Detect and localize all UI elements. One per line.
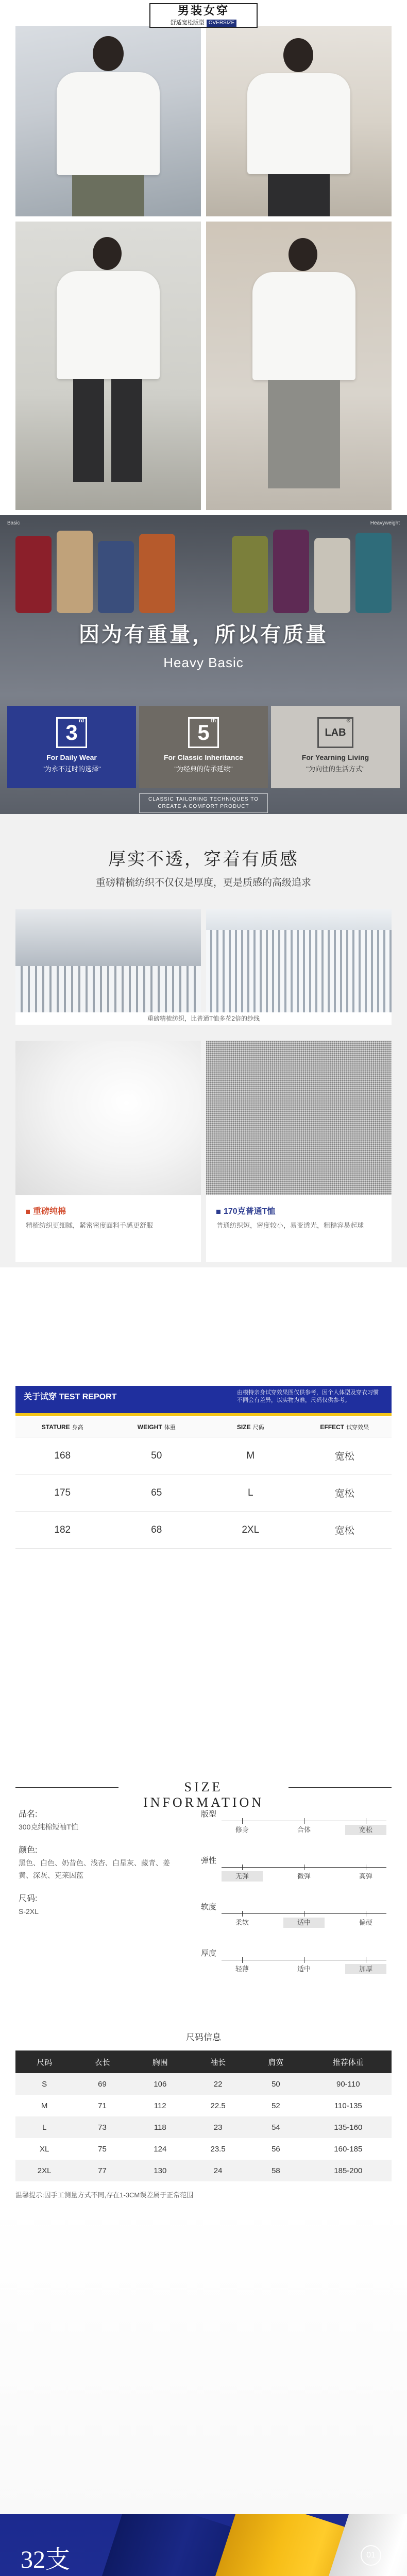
tailoring-note: CLASSIC TAILORING TECHNIQUES TO CREATE A COMFORT PRODUCT: [139, 793, 268, 813]
compare-text: 普通纺织短，密度较小，易变透光，粗糙容易起球: [216, 1222, 364, 1229]
table-row: XL 75 124 23.5 56 160-185: [39, 2144, 363, 2154]
size-information-section: [0, 1777, 407, 2514]
brand-left: Basic: [7, 520, 20, 526]
quality-section: [0, 814, 407, 1386]
count32-section: [0, 2514, 407, 2576]
lookbook-section: [0, 0, 407, 515]
feature-number: 5 th: [188, 717, 219, 748]
factory-photo-1: [15, 909, 201, 1012]
detail-value: 300克纯棉短袖T恤: [19, 1823, 78, 1831]
test-report-header: [15, 1386, 392, 1416]
test-report-section: [0, 1386, 407, 1777]
product-details: [19, 1808, 173, 1918]
feature-card-daily: [7, 706, 136, 788]
factory-photo-2: [206, 909, 392, 1012]
style-banner-subtitle: 舒适宽松版型: [170, 20, 205, 26]
measure-tip: 温馨提示:因手工测量方式不同,存在1-3CM误差属于正常范围: [15, 2191, 194, 2199]
table-header-row: 尺码 衣长 胸围 袖长 肩宽 推荐体重: [15, 2050, 392, 2073]
size-table: [15, 2050, 392, 2181]
section-number-badge: 01: [361, 2545, 381, 2566]
feature-number: LAB ®: [317, 717, 353, 748]
test-report-table: [15, 1417, 392, 1549]
compare-normal-tee: [206, 1195, 392, 1262]
feature-cn: "为经典的传承延续": [174, 765, 233, 773]
feature-number: 3 rd: [56, 717, 87, 748]
table-header-row: STATURE 身高 WEIGHT 体重 SIZE 尺码 EFFECT 试穿效果: [15, 1417, 392, 1437]
quality-title: 厚实不透，穿着有质感: [108, 850, 299, 869]
style-banner-title: 男装女穿: [177, 4, 229, 17]
heavy-basic-subtitle: Heavy Basic: [163, 655, 244, 670]
detail-value: S-2XL: [19, 1907, 39, 1916]
heavy-basic-heading: [0, 618, 407, 671]
heavy-fabric-closeup: [15, 1041, 201, 1195]
model-photo-4: [206, 222, 392, 510]
feature-card-living: [271, 706, 400, 788]
feature-cn: "为永不过时的选择": [42, 765, 101, 773]
table-row: 182 68 2XL 宽松: [15, 1512, 392, 1549]
feature-en: For Daily Wear: [46, 753, 97, 761]
detail-value: 黑色、白色、奶昔色、浅杏、白星灰、藏青、姜黄、深灰、克莱因蓝: [19, 1859, 170, 1879]
table-row: 168 50 M 宽松: [15, 1437, 392, 1475]
elasticity-meter: 弹性 无弹 微弹 高弹: [201, 1855, 392, 1894]
test-report-label: 关于试穿 TEST REPORT: [24, 1393, 117, 1401]
compare-title: 170克普通T恤: [216, 1205, 381, 1216]
yarn-caption: 重磅精梳纺织，比普通T恤多花2倍的纱线: [15, 1012, 392, 1025]
feature-cn: "为向往的生活方式": [306, 765, 365, 773]
detail-key: 颜色:: [19, 1846, 38, 1855]
test-report-note: 由模特亲身试穿效果图仅供参考，因个人体型及穿衣习惯不同会有差异，以实物为准，尺码仅供参考。: [237, 1389, 379, 1403]
table-row: L 73 118 23 54 135-160: [15, 2116, 392, 2138]
oversize-tag: OVERSIZE: [207, 20, 237, 27]
quality-subtitle: 重磅精梳纺织不仅仅是厚度，更是质感的高级追求: [95, 877, 311, 888]
size-info-title: SIZE INFORMATION: [0, 1777, 407, 1798]
model-photo-2: [206, 26, 392, 216]
fit-meter: 版型 修身 合体 宽松: [201, 1808, 392, 1848]
table-row: 175 65 L 宽松: [15, 1475, 392, 1512]
detail-key: 品名:: [19, 1810, 38, 1819]
feature-en: For Classic Inheritance: [163, 753, 244, 761]
model-photo-1: [15, 26, 201, 216]
style-banner: [149, 3, 258, 28]
table-row: 2XL 77 130 24 58 185-200: [15, 2160, 392, 2181]
thickness-meter: 厚度 轻薄 适中 加厚: [201, 1947, 392, 1987]
heavy-basic-section: [0, 515, 407, 814]
feature-en: For Yearning Living: [301, 753, 369, 761]
compare-text: 精梳纺织更细腻，紧密密度面料手感更舒服: [26, 1222, 154, 1229]
size-table-title: 尺码信息: [186, 2032, 221, 2042]
compare-heavy-cotton: [15, 1195, 201, 1262]
softness-meter: 软度 柔软 适中 偏硬: [201, 1901, 392, 1940]
heavy-basic-title: 因为有重量，所以有质量: [79, 623, 328, 646]
feature-card-classic: [139, 706, 268, 788]
table-row: M 71 112 22.5 52 110-135: [41, 2101, 362, 2110]
table-row: S 69 106 22 50 90-110: [15, 2073, 392, 2095]
brand-right: Heavyweight: [370, 520, 400, 526]
feature-cards: [7, 706, 400, 788]
detail-key: 尺码:: [19, 1894, 38, 1903]
model-photo-3: [15, 222, 201, 510]
count32-heading: 32支: [21, 2546, 71, 2573]
normal-fabric-closeup: [206, 1041, 392, 1195]
compare-title: 重磅纯棉: [26, 1205, 191, 1216]
